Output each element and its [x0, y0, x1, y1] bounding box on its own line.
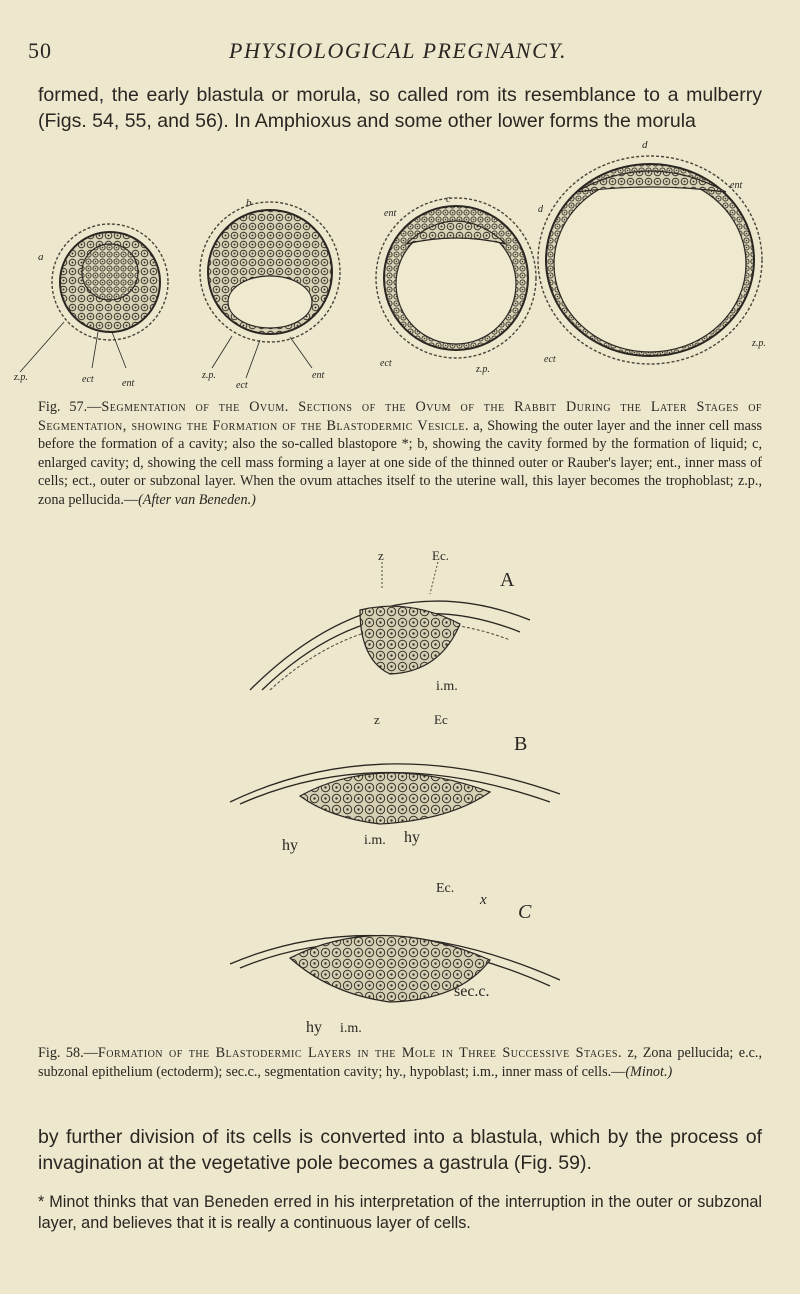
label-zp-a: z.p. — [14, 372, 28, 383]
fig57-panel-a — [13, 224, 168, 389]
label-ent-b: ent — [312, 370, 325, 381]
fig58-label: Fig. 58. — [38, 1045, 84, 1061]
fig57-panel-d — [538, 139, 766, 365]
running-title: PHYSIOLOGICAL PREGNANCY. — [229, 38, 567, 63]
fig58c-x: x — [480, 892, 487, 908]
fig58c-hy: hy — [306, 1019, 322, 1036]
fig58-title: Formation of the Blastodermic Layers in the Mole in Three Successive Stages. — [97, 1045, 622, 1061]
fig58b-im: i.m. — [364, 833, 386, 848]
fig57-title: Segmentation of the Ovum. Sections of the Ovum of the Rabbit During the Later Stages of Segmentation, showing the Formation of the Blastodermic Vesicle. — [38, 399, 762, 434]
fig58b-ec: Ec — [434, 712, 448, 727]
label-ent-c: ent — [384, 208, 397, 219]
fig58-panel-a — [250, 548, 530, 694]
label-zp-d: z.p. — [752, 338, 766, 349]
label-d: d — [642, 139, 648, 151]
fig57-label: Fig. 57. — [38, 399, 88, 415]
fig58-panel-b — [230, 712, 560, 854]
paragraph-2: by further division of its cells is converted into a blastula, which by the process of invagination at the vegetative pole becomes a gastrula (Fig. 59). — [38, 1126, 762, 1174]
label-ent-a: ent — [122, 378, 135, 389]
label-a: a — [38, 251, 44, 263]
label-d2: d — [538, 204, 543, 215]
fig58-panel-c — [230, 881, 560, 1036]
fig58b-z: z — [374, 712, 380, 727]
fig58c-letter: C — [518, 901, 532, 923]
label-ect-c: ect — [380, 358, 392, 369]
label-ect-d: ect — [544, 354, 556, 365]
fig58a-z: z — [378, 548, 384, 563]
paragraph-1: formed, the early blastula or morula, so called rom its resemblance to a mulberry (Figs. 54, 55, and 56). In Amphioxus and some other lower forms the morula — [38, 84, 762, 132]
figure-58-caption: Fig. 58.—Formation of the Blastodermic Layers in the Mole in Three Successive Stages. z, Zona pellucida; e.c., subzonal epithelium (ectoderm); sec.c., segmentation cavity; hy., hypoblast; i.m., inner mass of cells.—(Minot.) — [38, 1045, 763, 1080]
fig57-panel-b — [200, 197, 340, 391]
label-ect-a: ect — [82, 374, 94, 385]
fig58b-hy-right: hy — [404, 829, 420, 846]
fig58a-ec: Ec. — [432, 548, 449, 563]
fig58-body: z, Zona pellucida; e.c., subzonal epithelium (ectoderm); sec.c., segmentation cavity; hy., hypoblast; i.m., inner mass of cells. — [38, 1045, 763, 1080]
fig58b-letter: B — [514, 733, 528, 755]
page-number: 50 — [28, 38, 52, 63]
fig57-panel-c — [376, 194, 536, 375]
fig57-credit: (After van Beneden.) — [138, 491, 256, 508]
label-ect-b: ect — [236, 380, 248, 391]
figure-57-caption: Fig. 57.—Segmentation of the Ovum. Sections of the Ovum of the Rabbit During the Later Stages of Segmentation, showing the Formation of the Blastodermic Vesicle. a, Showing the outer layer and the inner cell mass before the formation of a cavity; also the so-called blastopore *; b, showing the cavity formed by the formation of liquid; c, enlarged cavity; d, showing the cell mass forming a layer at one side of the thinned outer or Rauber's layer; ent., inner mass of cells; ect., outer or subzonal layer. When the ovum attaches itself to the uterine wall, this layer becomes the trophoblast; z.p., zona pellucida.—(After van Beneden.) — [38, 399, 762, 508]
page-header — [28, 38, 768, 68]
fig58c-ec: Ec. — [436, 881, 455, 896]
fig58c-im: i.m. — [340, 1021, 362, 1036]
label-c: c — [446, 194, 451, 205]
label-b: b — [246, 197, 252, 209]
label-ent-d: ent — [730, 180, 743, 191]
footnote: * Minot thinks that van Beneden erred in his interpretation of the interruption in the outer or subzonal layer, and believes that it is really a continuous layer of cells. — [38, 1193, 762, 1232]
label-zp-c: z.p. — [476, 364, 490, 375]
fig58a-letter: A — [500, 569, 515, 591]
label-zp-b: z.p. — [202, 370, 216, 381]
fig58a-im: i.m. — [436, 679, 458, 694]
fig58-credit: (Minot.) — [625, 1063, 673, 1080]
fig57-body: a, Showing the outer layer and the inner cell mass before the formation of a cavity; also the so-called blastopore *; b, showing the cavity formed by the formation of liquid; c, enlarged cavity; d, showing the cell mass forming a layer at one side of the thinned outer or Rauber's layer; ent., inner mass of cells; ect., outer or subzonal layer. When the ovum attaches itself to the uterine wall, this layer becomes the trophoblast; z.p., zona pellucida. — [38, 417, 762, 508]
figure-58 — [210, 540, 590, 1040]
fig58c-sec: sec.c. — [454, 983, 490, 1000]
fig58b-hy-left: hy — [282, 837, 298, 854]
figure-57 — [14, 132, 770, 394]
